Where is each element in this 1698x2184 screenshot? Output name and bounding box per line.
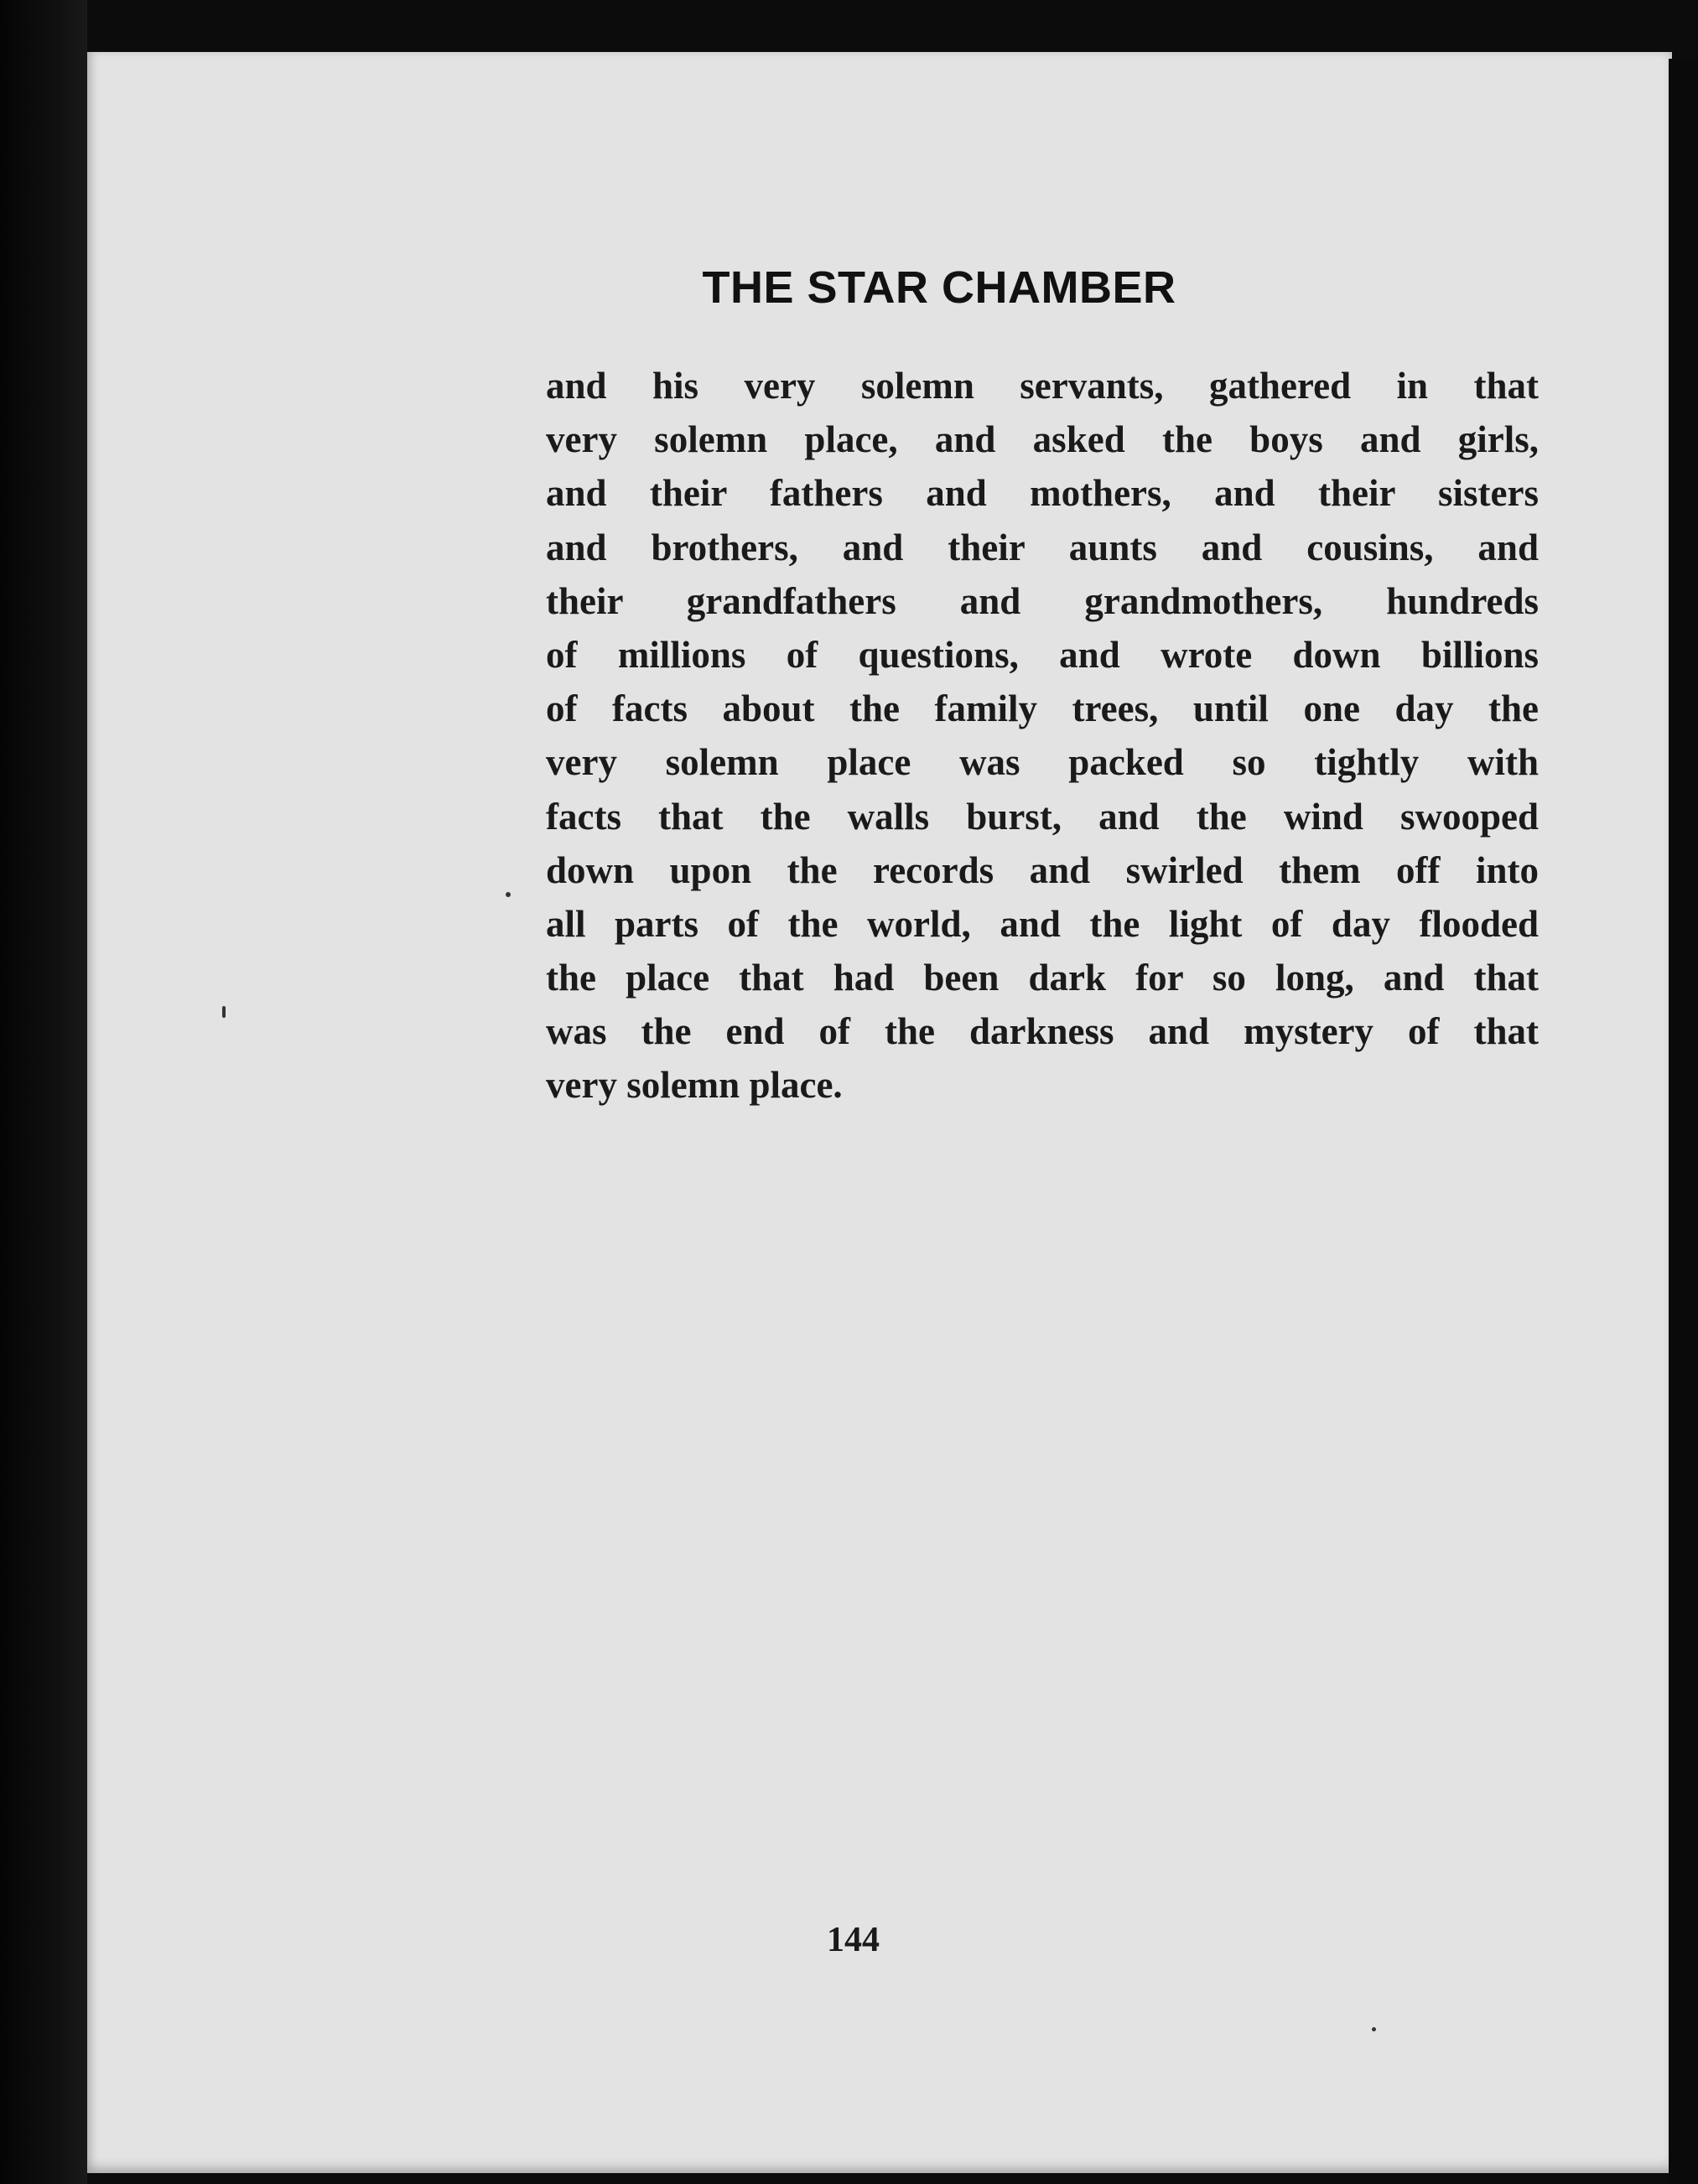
scan-speck xyxy=(1372,2027,1376,2031)
text-line: their grandfathers and grandmothers, hundreds xyxy=(546,579,1539,622)
text-line: of millions of questions, and wrote down billions xyxy=(546,633,1539,676)
text-line: very solemn place, and asked the boys and girls, xyxy=(546,418,1539,461)
text-line: of facts about the family trees, until one day the xyxy=(546,687,1539,730)
scan-speck xyxy=(506,892,511,897)
text-line: very solemn place was packed so tightly with xyxy=(546,741,1539,784)
scan-border-left xyxy=(0,0,87,2184)
text-line: down upon the records and swirled them off into xyxy=(546,848,1539,891)
text-line: facts that the walls burst, and the wind swooped xyxy=(546,795,1539,838)
text-line: all parts of the world, and the light of day flooded xyxy=(546,902,1539,945)
body-paragraph xyxy=(546,359,1539,1113)
text-line: and brothers, and their aunts and cousins, and xyxy=(546,526,1539,568)
scan-border-right xyxy=(1669,59,1698,2184)
page-number: 144 xyxy=(827,1921,880,1959)
text-line: and their fathers and mothers, and their sisters xyxy=(546,472,1539,515)
text-line: very solemn place. xyxy=(546,1064,843,1107)
running-head: THE STAR CHAMBER xyxy=(702,262,1176,313)
text-line: was the end of the darkness and mystery of that xyxy=(546,1010,1539,1053)
text-line: and his very solemn servants, gathered in that xyxy=(546,365,1539,407)
scan-speck xyxy=(222,1006,226,1018)
text-line: the place that had been dark for so long, and that xyxy=(546,957,1539,999)
